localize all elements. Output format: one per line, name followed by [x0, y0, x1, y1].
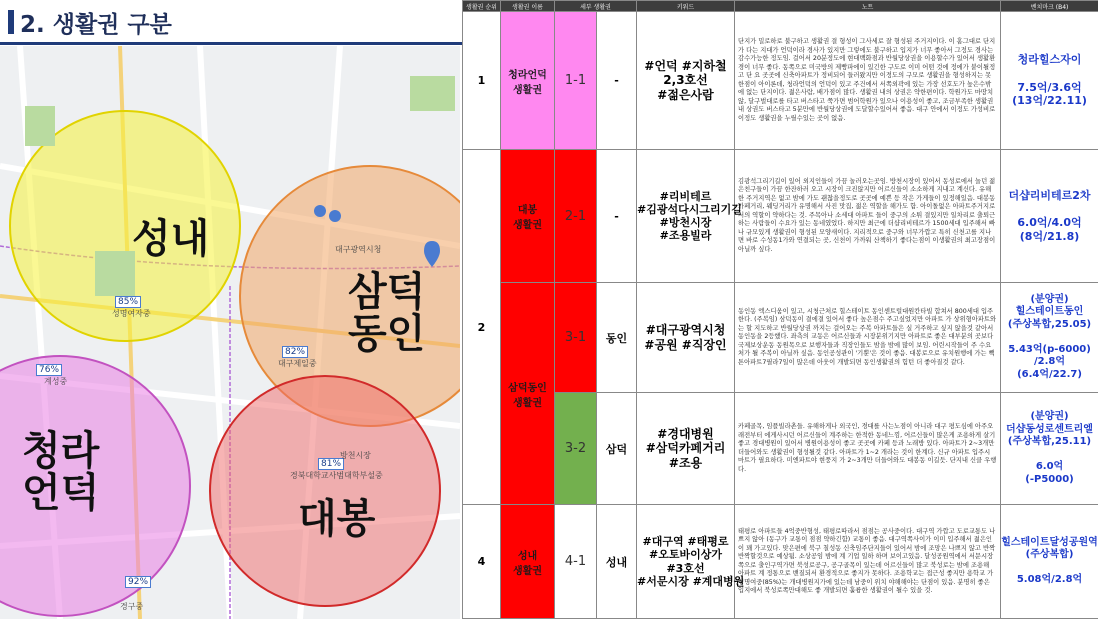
dong-cell: 동인	[597, 283, 637, 393]
region-samdeok-dongin: 삼덕 동인	[348, 269, 426, 357]
bench-cell: 더샵리비테르2차 6.0억/4.0억 (8억/21.8)	[1001, 150, 1098, 283]
title-accent	[8, 10, 14, 34]
header-rank: 생활권 순위	[463, 1, 501, 12]
rank-cell: 1	[463, 12, 501, 150]
map-label: 방천시장	[340, 451, 371, 460]
note-cell: 태평로 아파트들 4억중반형성, 태평로따라서 점점는 공사중이다. 대구역 가깝고 도로교통도 나쁘지 않아 (동구가 교통이 점점 약하긴함) 교통이 좋음. 대구역쪽사이가 이미 입주해서 젊은인이 꽤 가고있다. 맞은편에 북구 칠성동 신축임주단지들이 있어서 밤에 조망은 나쁘지 않고 반짝반짝할것으로 예상됨. 소상공임 밤에 계 기업 일하 하며 보이고있음. 달성공원역에서 서문시장쪽으로 출인구역가면 북성로공구, 공구골목이 있는데 어르신들이 많고 북성로는 밤에 조용해 아파트 계 정통으로 밴질되서 환경적으로 좋지가 못하다. 조용학교는 접근성 좋지만 용학교 가 성명여중(85%)는 개대병원지가에 있는데 남중이 위치 야해해야는 단점이 있음. 분명히 좋은 입지에서 북성로쪽만대해도 좋 개발되면 훌륭한 생활권이 될수 있을 것.	[735, 505, 1001, 619]
dong-cell: -	[597, 150, 637, 283]
table-row	[463, 150, 1098, 283]
note-cell: 단지가 밀로하로 불구하고 생활권 결 형성이 그사세로 잘 형성된 주거지이다. 이 홈그대로 단지가 다는 지대가 언덕이라 경사가 있지만 그렇에도 불구하고 입지가 너무 좋아서 그정도 경사는 감수가능한 정도임. 걸어서 20분정도에 현대백화점과 반월당상권을 이용할수가 있어서 생활환경이 너무 좋다. 동쪽으로 미국방의 제빵파에이 있긴한 구도로 이미 어떤 것에 정에가 붙이될정 고 단 요 곳곳에 신축아파트가 정비되어 들러왔지만 이정도의 구모로 생활권을 형성하지는 못한점이 아이론데, 청라언덕의 언덕이 있고 주건에서 서쪽외곽에 있는 가장 선호도가 높은수밖에 없는 단지이다. 젊은사람, 배가점이 많다. 생활권 내의 상권은 약한편이다. 학원가도 마땅치않, 달구벌대로를 타고 버스타고 쭉가면 범어학원가 있으나 이용성이 좋고, 조금부족한 생활권내 상권도 버스타고 5분만에 반월당상권에 도달할수있어서 좋음. 대구 안에서 이정도 가성비로 이정도 생활권을 누릴수있는 곳이 없음.	[735, 12, 1001, 150]
dong-cell: 성내	[597, 505, 637, 619]
map-label: 경구중	[120, 602, 144, 611]
badge-kyungpook: 81%	[318, 458, 344, 470]
rank-cell: 2	[463, 150, 501, 505]
map-label: 성명여자중	[112, 309, 151, 318]
header-sub: 세부 생활권	[555, 1, 637, 12]
table-row	[463, 283, 1098, 393]
region-daebong: 대봉	[298, 496, 376, 542]
bench-cell: 청라힐스자이 7.5억/3.6억 (13억/22.11)	[1001, 12, 1098, 150]
keyword-cell: #대구광역시청 #공원 #직장인	[637, 283, 735, 393]
name-cell: 대봉 생활권	[501, 150, 555, 283]
code-cell: 1-1	[555, 12, 597, 150]
map-label: 경북대학교사범대학부설중	[290, 471, 383, 480]
region-cheongna-eondeok: 청라 언덕	[22, 428, 100, 516]
code-cell: 3-2	[555, 393, 597, 505]
table-row	[463, 12, 1098, 150]
table-row	[463, 505, 1098, 619]
map-label: 대구광역시청	[335, 245, 382, 254]
dong-cell: 삼덕	[597, 393, 637, 505]
bench-cell: (분양권) 더샵동성로센트리엘 (주상복합,25.11) 6.0억 (-P5000)	[1001, 393, 1098, 505]
header-keyword: 키워드	[637, 1, 735, 12]
code-cell: 2-1	[555, 150, 597, 283]
bench-cell: (분양권) 힐스테이트동인 (주상복합,25.05) 5.43억(p-6000) /2.8억 (6.4억/22.7)	[1001, 283, 1098, 393]
table-header	[463, 1, 1098, 12]
code-cell: 4-1	[555, 505, 597, 619]
map	[0, 46, 460, 619]
keyword-cell: #경대병원 #삼덕카페거리 #조용	[637, 393, 735, 505]
dong-cell: -	[597, 12, 637, 150]
keyword-cell: #대구역 #태평로 #오토바이상가 #3호선 #서문시장 #계대병원	[637, 505, 735, 619]
keyword-cell: #리비테르 #김광석다시그리기길 #방천시장 #조용빌라	[637, 150, 735, 283]
header-note: 노트	[735, 1, 1001, 12]
region-seongnae: 성내	[132, 216, 210, 262]
table-row	[463, 393, 1098, 505]
badge-gyeseong: 76%	[36, 364, 62, 376]
name-cell: 성내 생활권	[501, 505, 555, 619]
note-cell: 카페골목, 임플빌라촌들. 유해하게나 외국인, 경대를 사는노점이 아니라 대구 평도심에 아주오래전부터 에게사시던 어르신들이 계주하는 한적한 동네느낌, 어르신들이 많은게 조용하게 살기좋고 경대병원이 있어서 병원이용성이 좋고 곳곳에 카페 등과 노래방 있다. 아파트가 2~3개만 더들어와도 생활권이 형성될것 같다. 아파트가 1~2 개라는 것이 한계다. 신규 아파트 입주시 마트가 필요하다. 미엔파트야 현풍지 가 2~3개만 더들어와도 대봉동 이길듯. 단지내 신클 우행다.	[735, 393, 1001, 505]
header-bench: 벤치마크 (B4)	[1001, 1, 1098, 12]
note-cell: 김광석그리기길이 있어 외지인들이 가끔 놀러오는곳임. 방천시장이 있어서 동성로에서 놀던 젊은친구들이 가끔 한잔하러 오고 시장이 크진않지만 어르신들이 소소하게 지내고 계신다. 유해한 주거지역은 없고 밤에 가도 괜찮을정도로 곳곳에 예쁜 등 작은 가게들이 있정해있음. 대봉동 카페거리, 웨딩거리가 유명해서 사진 맛집, 젊은 역할을 해가도 함. 아이돌없은 아파트주거지로서의 역할이 약하다는 것. 주목아나 소세대 아파트 들이 중구의 소튀 결있지만 일차리로 출퇴근하는 사람들이 수요가 있는 동네였었다. 하지만 최근에 더샵리비테르가 1500세대 입주해서 빠나 규모있게 생활권이 형성된 모양새이다. 지리적으로 중구와 너무가깝고 특히 신천고를 지나면 바로 수성동1가와 연결되는 곳, 신천이 가까워 산책하기 좋다는점이 이생활권의 최고장점이 아닐까 싶다.	[735, 150, 1001, 283]
badge-seongmyeong: 85%	[115, 296, 141, 308]
page-title-bar	[0, 0, 462, 45]
keyword-cell: #언덕 #지하철 2,3호선 #젊은사람	[637, 12, 735, 150]
name-cell: 삼덕동인 생활권	[501, 283, 555, 505]
page-title: 2. 생활권 구분	[20, 12, 172, 38]
district-table	[462, 0, 1098, 619]
badge-gyeong-gu: 92%	[125, 576, 151, 588]
code-cell: 3-1	[555, 283, 597, 393]
rank-cell: 4	[463, 505, 501, 619]
note-cell: 동인동 엑스디움이 있고, 시청근처로 힐스테이트 동인센트럴대원칸타빌 합쳐서 800세대 입주한다. (주복임) 삼덕동이 결에결 있어서 좋다 높은점수 주고싶었지만 아파트 가 상위형아파트와는 할 지도하고 반월당상권 까지는 걸어오는 주복 아파트들은 실 거주하고 싶지 않을것 같아서 동인동을 2등했다. 좌측의 교동은 어르신들과 시장분위기지만 아파트로 좋은 대부분의 곳보다 국제보상운동 동원목으로 보행자들과 직장인들도 밤을 밤에 많이 보임. 어린시작들이 주 수요처가 될 주복이 아닐까 싶음. 동인공성관이 '기뿐'은 것이 좋음. 대봉로으로 유치원행에 가는 빽톤아파트7필라7일이 많은데 아웃이 개발되면 동인생활권의 힘턴 더 좋아질것 같다.	[735, 283, 1001, 393]
badge-jeil: 82%	[282, 346, 308, 358]
map-label: 대구제일중	[278, 359, 317, 368]
map-label: 계성중	[44, 377, 68, 386]
name-cell: 청라언덕 생활권	[501, 12, 555, 150]
header-name: 생활권 이름	[501, 1, 555, 12]
bench-cell: 힐스테이트달성공원역 (주상복합) 5.08억/2.8억	[1001, 505, 1098, 619]
